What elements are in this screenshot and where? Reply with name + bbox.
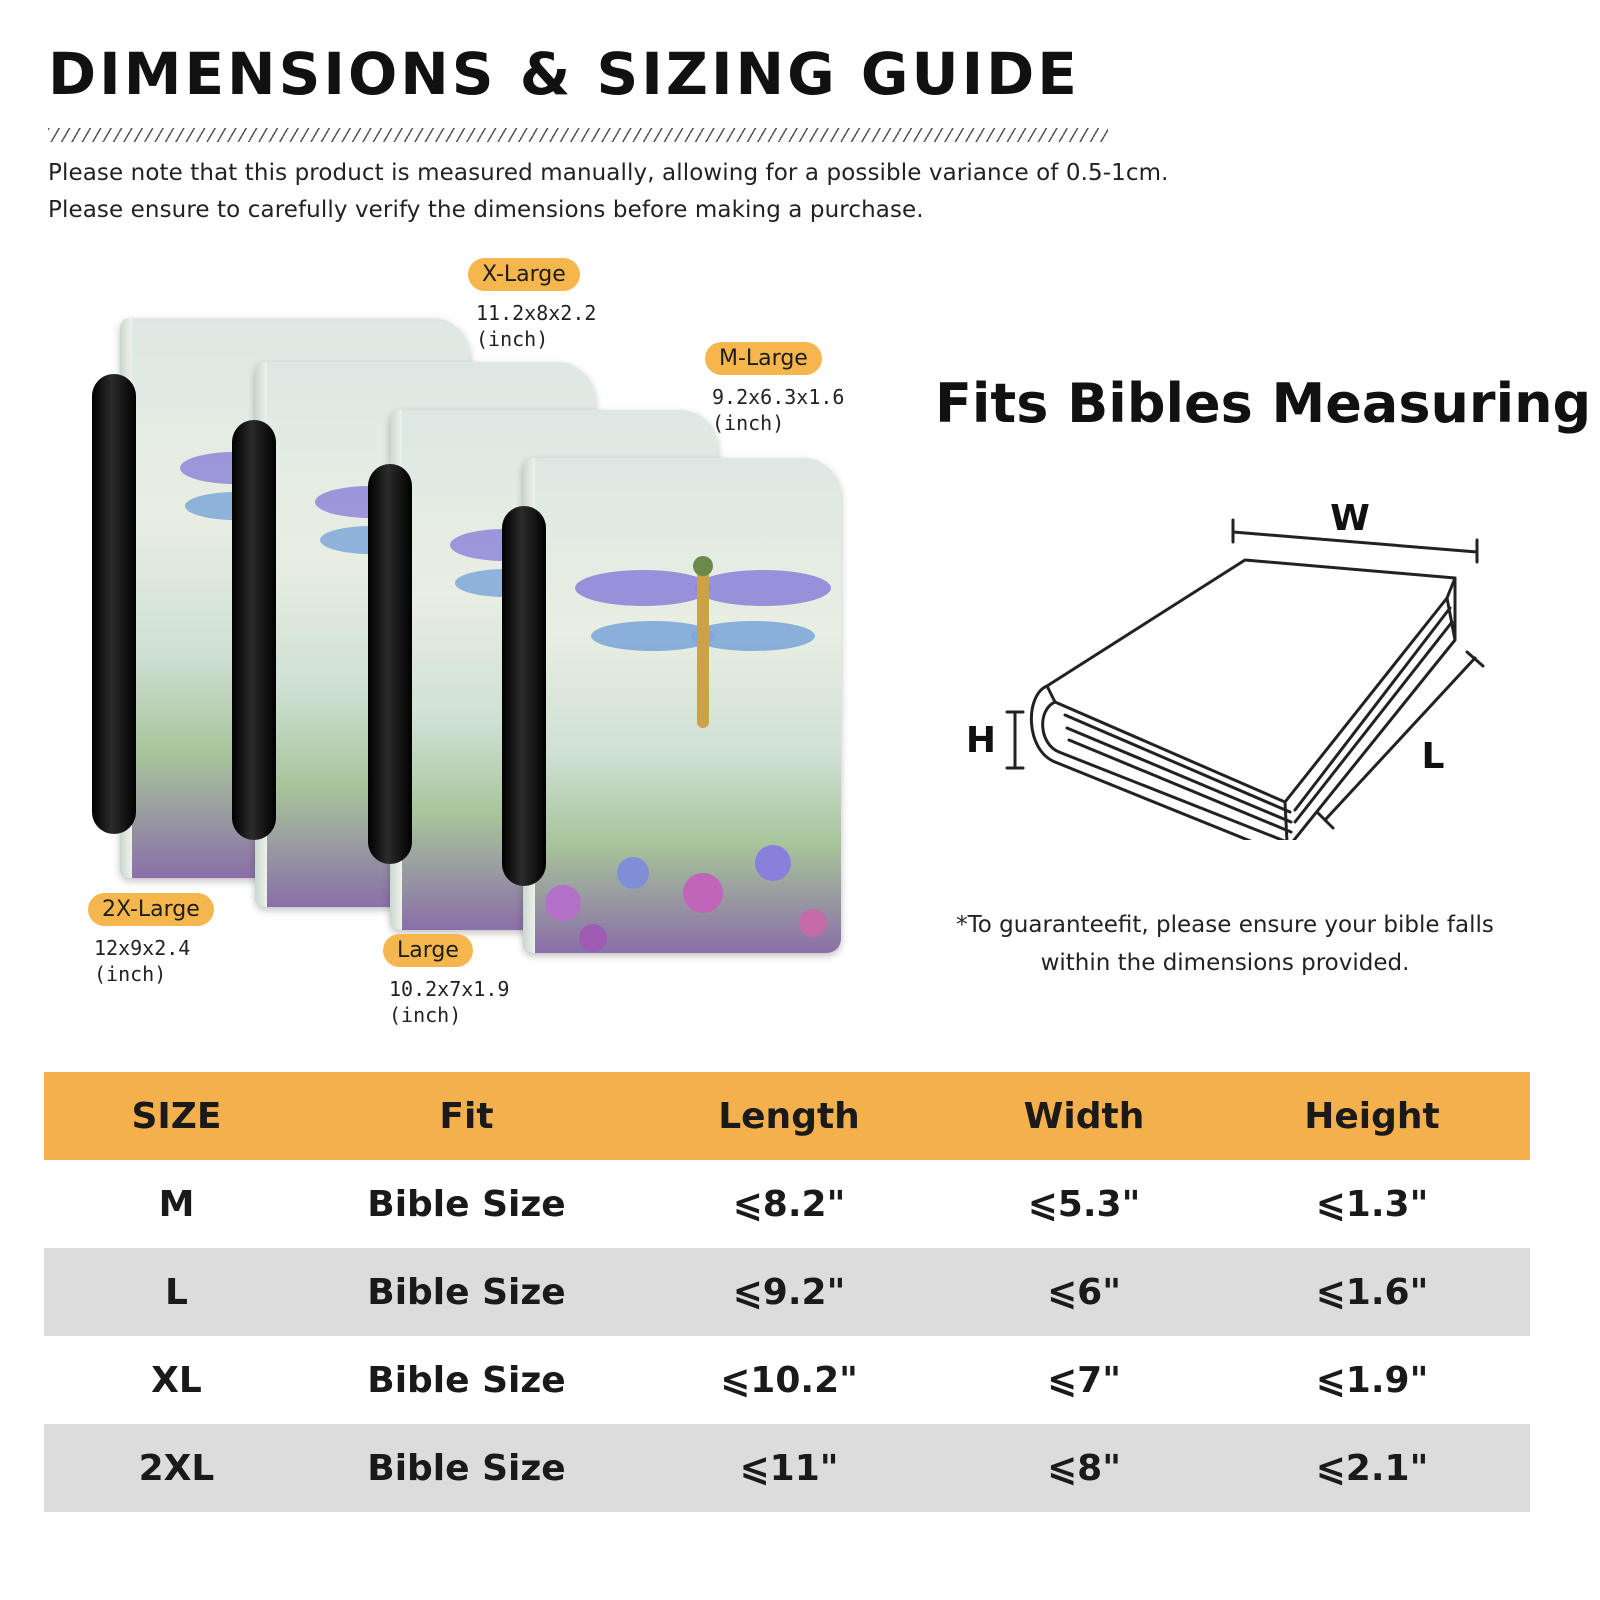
cell-length: ⩽9.2": [624, 1248, 954, 1336]
handle-2x-large: [92, 374, 136, 834]
table-row: [44, 1248, 1530, 1336]
cell-length: ⩽8.2": [732, 1183, 846, 1225]
width-label: W: [1330, 498, 1370, 539]
guarantee-note: [915, 906, 1535, 982]
cover-m-large-image: [523, 458, 841, 953]
header-width: Width: [954, 1072, 1214, 1160]
dims-m-large: [712, 384, 844, 436]
dims-2x-large: [94, 935, 190, 987]
dims-x-large: [476, 300, 596, 352]
cell-fit: Bible Size: [367, 1183, 566, 1225]
verify-note: Please ensure to carefully verify the dimensions before making a purchase.: [48, 197, 924, 223]
dims-large: [389, 976, 509, 1028]
size-tag-2x-large: 2X-Large: [88, 893, 214, 926]
dims-value: 11.2x8x2.2: [476, 301, 597, 325]
cell-height: ⩽2.1": [1214, 1424, 1530, 1512]
cell-length: ⩽11": [624, 1424, 954, 1512]
dims-unit: (inch): [389, 1003, 462, 1027]
size-tag-large: Large: [383, 934, 473, 967]
cell-fit: Bible Size: [309, 1248, 624, 1336]
dims-value: 10.2x7x1.9: [389, 977, 510, 1001]
table-row: [44, 1336, 1530, 1424]
size-tag-x-large: X-Large: [468, 258, 580, 291]
cell-fit: Bible Size: [309, 1424, 624, 1512]
book-diagram: [955, 490, 1515, 840]
cell-height: ⩽1.9": [1315, 1359, 1429, 1401]
size-tag-m-large: M-Large: [705, 342, 822, 375]
handle-m-large: [502, 506, 546, 886]
length-label: L: [1421, 736, 1445, 777]
dims-value: 9.2x6.3x1.6: [712, 385, 845, 409]
cell-size: M: [158, 1183, 195, 1225]
cell-size: L: [44, 1248, 309, 1336]
handle-x-large: [232, 420, 276, 840]
guarantee-line-2: within the dimensions provided.: [1040, 950, 1410, 976]
header-length: Length: [624, 1072, 954, 1160]
cell-size: 2XL: [44, 1424, 309, 1512]
cell-width: ⩽6": [954, 1248, 1214, 1336]
dims-unit: (inch): [712, 411, 785, 435]
dims-unit: (inch): [476, 327, 549, 351]
table-header-row: [44, 1072, 1530, 1160]
header-size: SIZE: [44, 1072, 309, 1160]
fits-heading: Fits Bibles Measuring: [935, 372, 1592, 435]
table-row: [44, 1424, 1530, 1512]
header-fit: Fit: [309, 1072, 624, 1160]
dims-value: 12x9x2.4: [94, 936, 191, 960]
cell-width: ⩽7": [1047, 1359, 1121, 1401]
header-height: Height: [1214, 1072, 1530, 1160]
cell-length: ⩽10.2": [720, 1359, 858, 1401]
cell-size: XL: [151, 1359, 202, 1401]
page-title: DIMENSIONS & SIZING GUIDE: [48, 40, 1080, 108]
size-table: [44, 1072, 1530, 1512]
cell-height: ⩽1.6": [1214, 1248, 1530, 1336]
cell-width: ⩽8": [954, 1424, 1214, 1512]
measurement-note: Please note that this product is measured manually, allowing for a possible variance of 0.5-1cm.: [48, 160, 1169, 186]
hatch-divider: [48, 128, 1108, 142]
cell-width: ⩽5.3": [1027, 1183, 1141, 1225]
table-row: [44, 1160, 1530, 1248]
guarantee-line-1: *To guaranteefit, please ensure your bible falls: [956, 912, 1494, 938]
flowers-icon: [523, 783, 841, 953]
cell-fit: Bible Size: [367, 1359, 566, 1401]
height-label: H: [965, 720, 997, 761]
dims-unit: (inch): [94, 962, 167, 986]
handle-large: [368, 464, 412, 864]
dragonfly-icon: [573, 548, 833, 738]
cell-height: ⩽1.3": [1315, 1183, 1429, 1225]
